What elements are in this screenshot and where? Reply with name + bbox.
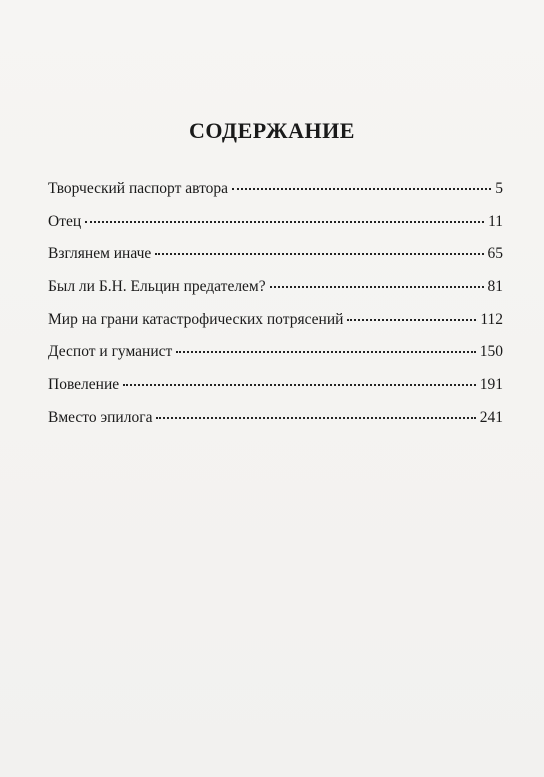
toc-entry-page: 65 (487, 245, 503, 263)
toc-entry-page: 191 (479, 376, 503, 394)
toc-entry (48, 278, 503, 311)
toc-entry-title: Был ли Б.Н. Ельцин предателем? (48, 278, 266, 296)
toc-leader-dots (156, 417, 475, 419)
toc-leader-dots (347, 319, 476, 321)
toc-entry-title: Мир на грани катастрофических потрясений (48, 310, 344, 328)
toc-entry (48, 376, 503, 409)
toc-entry-page: 81 (487, 278, 503, 296)
toc-entry (48, 311, 503, 344)
toc-entry-page: 241 (479, 408, 503, 426)
toc-entry-page: 5 (495, 180, 503, 197)
toc-leader-dots (270, 286, 484, 288)
toc-entry-title: Повеление (48, 376, 120, 394)
toc-leader-dots (176, 351, 475, 353)
toc-entry-title: Вместо эпилога (48, 408, 153, 426)
toc-leader-dots (85, 221, 484, 223)
toc-entry (48, 180, 503, 213)
toc-entry (48, 213, 503, 246)
toc-entry-title: Взглянем иначе (48, 245, 152, 263)
toc-entry-page: 150 (479, 343, 503, 361)
toc-entry (48, 409, 503, 442)
toc-entry (48, 245, 503, 278)
table-of-contents (48, 180, 503, 442)
toc-leader-dots (123, 384, 476, 386)
toc-leader-dots (232, 188, 491, 190)
toc-entry-page: 11 (488, 212, 503, 230)
toc-leader-dots (155, 253, 483, 255)
toc-entry-title: Творческий паспорт автора (48, 180, 229, 197)
page-title: СОДЕРЖАНИЕ (189, 118, 355, 143)
toc-entry-page: 112 (480, 310, 503, 328)
toc-entry-title: Деспот и гуманист (48, 343, 173, 361)
toc-entry-title: Отец (48, 212, 82, 230)
toc-entry (48, 343, 503, 376)
